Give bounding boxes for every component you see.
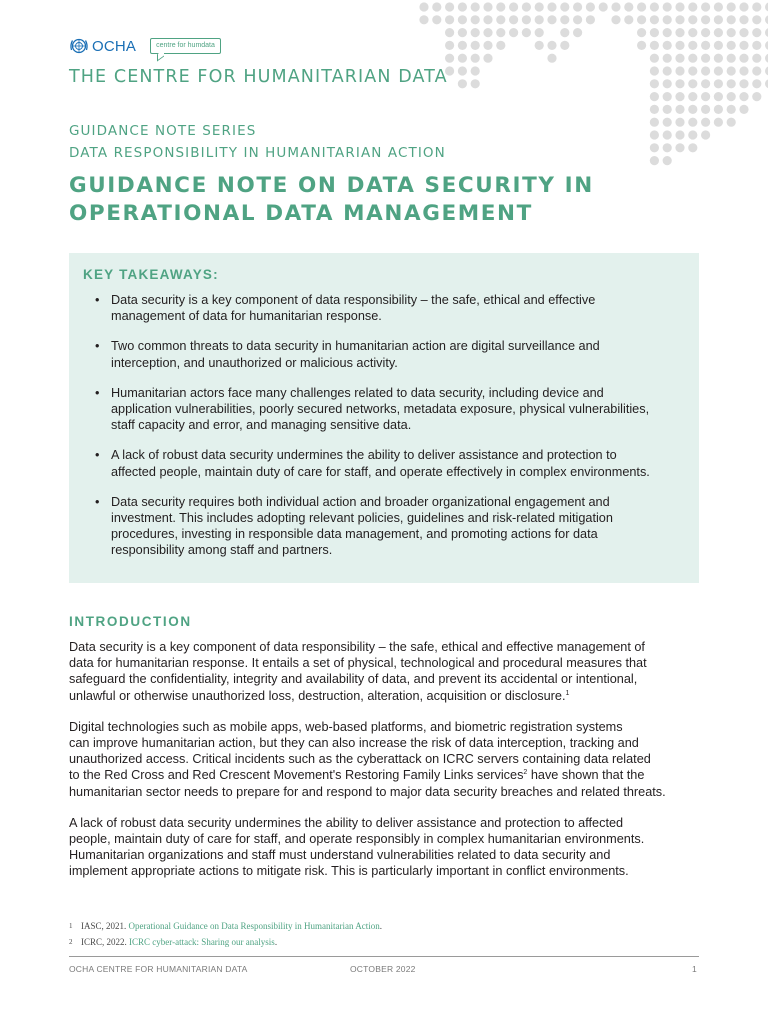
map-dot: [675, 15, 684, 24]
map-dot: [688, 41, 697, 50]
map-dot: [650, 66, 659, 75]
bullet: •: [95, 293, 100, 307]
page-number: 1: [692, 964, 697, 974]
map-dot: [650, 54, 659, 63]
map-dot: [650, 118, 659, 127]
map-dot: [624, 15, 633, 24]
humdata-badge: [150, 38, 221, 54]
takeaway-line: procedures, investing in responsible data management, and promoting actions for data: [111, 527, 598, 542]
map-dot: [586, 2, 595, 11]
map-dot: [675, 28, 684, 37]
series-line-1: GUIDANCE NOTE SERIES: [69, 123, 257, 139]
map-dot: [650, 143, 659, 152]
map-dot: [637, 41, 646, 50]
speech-tail-icon: [157, 50, 164, 62]
map-dot: [471, 41, 480, 50]
map-dot: [727, 15, 736, 24]
text-line: have shown that the: [527, 768, 645, 783]
footer-org: OCHA CENTRE FOR HUMANITARIAN DATA: [69, 964, 248, 974]
map-dot: [663, 2, 672, 11]
map-dot: [714, 41, 723, 50]
map-dot: [419, 2, 428, 11]
bullet: •: [95, 448, 100, 463]
map-dot: [663, 143, 672, 152]
map-dot: [650, 79, 659, 88]
title-line-2: OPERATIONAL DATA MANAGEMENT: [69, 201, 533, 226]
map-dot: [573, 2, 582, 11]
series-line-2: DATA RESPONSIBILITY IN HUMANITARIAN ACTION: [69, 145, 446, 161]
map-dot: [624, 2, 633, 11]
text-line: Digital technologies such as mobile apps, web-based platforms, and biometric registration systems: [69, 719, 623, 734]
map-dot: [727, 41, 736, 50]
map-dot: [675, 105, 684, 114]
map-dot: [752, 41, 761, 50]
map-dot: [560, 41, 569, 50]
map-dot: [688, 79, 697, 88]
map-dot: [701, 28, 710, 37]
map-dot: [611, 2, 620, 11]
map-dot: [547, 41, 556, 50]
map-dot: [458, 54, 467, 63]
map-dot: [509, 15, 518, 24]
map-dot: [650, 15, 659, 24]
map-dot: [701, 41, 710, 50]
map-dot: [547, 54, 556, 63]
takeaway-line: management of data for humanitarian response.: [111, 309, 382, 324]
map-dot: [675, 130, 684, 139]
map-dot: [496, 2, 505, 11]
map-dot: [483, 41, 492, 50]
map-dot: [752, 28, 761, 37]
map-dot: [522, 28, 531, 37]
map-dot: [714, 79, 723, 88]
map-dot: [675, 54, 684, 63]
takeaway-line: Data security requires both individual action and broader organizational engagement and: [111, 494, 610, 509]
map-dot: [727, 92, 736, 101]
map-dot: [471, 2, 480, 11]
series-label: [69, 120, 446, 164]
map-dot: [752, 79, 761, 88]
footnote-suffix: .: [274, 937, 278, 947]
map-dot: [675, 79, 684, 88]
footnote-source: IASC, 2021.: [81, 921, 129, 931]
takeaway-line: A lack of robust data security undermines the ability to deliver assistance and protection to: [111, 448, 617, 463]
map-dot: [650, 2, 659, 11]
map-dot: [727, 118, 736, 127]
map-dot: [483, 15, 492, 24]
map-dot: [663, 28, 672, 37]
map-dot: [471, 54, 480, 63]
footnote-number: 2: [69, 938, 73, 946]
map-dot: [688, 54, 697, 63]
map-dot: [701, 92, 710, 101]
map-dot: [663, 15, 672, 24]
map-dot: [752, 54, 761, 63]
key-takeaways-box: [69, 253, 699, 583]
map-dot: [663, 92, 672, 101]
map-dot: [471, 28, 480, 37]
map-dot: [688, 130, 697, 139]
introduction-heading: INTRODUCTION: [69, 614, 192, 629]
map-dot: [714, 105, 723, 114]
map-dot: [701, 15, 710, 24]
map-dot: [445, 2, 454, 11]
map-dot: [637, 28, 646, 37]
map-dot: [688, 28, 697, 37]
map-dot: [560, 2, 569, 11]
map-dot: [675, 2, 684, 11]
map-dot: [739, 28, 748, 37]
title-line-1: GUIDANCE NOTE ON DATA SECURITY IN: [69, 173, 594, 198]
map-dot: [458, 15, 467, 24]
map-dot: [739, 92, 748, 101]
map-dot: [560, 28, 569, 37]
map-dot: [650, 105, 659, 114]
takeaway-line: responsibility among staff and partners.: [111, 543, 333, 558]
text-line: safeguard the confidentiality, integrity and availability of data, and prevent its accidental or intentional,: [69, 672, 638, 687]
footnote-1: [69, 918, 382, 934]
map-dot: [573, 28, 582, 37]
paragraph-2: [69, 719, 705, 800]
map-dot: [701, 118, 710, 127]
map-dot: [599, 2, 608, 11]
map-dot: [509, 2, 518, 11]
map-dot: [752, 66, 761, 75]
takeaway-line: Humanitarian actors face many challenges related to data security, including device and: [111, 385, 604, 400]
footnote-source: ICRC, 2022.: [81, 937, 130, 947]
map-dot: [727, 2, 736, 11]
map-dot: [688, 92, 697, 101]
map-dot: [496, 15, 505, 24]
map-dot: [727, 54, 736, 63]
text-line: unlawful or otherwise unauthorized loss, destruction, alteration, acquisition or disclosure.: [69, 688, 566, 703]
map-dot: [663, 54, 672, 63]
map-dot: [458, 41, 467, 50]
text-line: people, maintain duty of care for staff, and operate responsibly in complex humanitarian environments.: [69, 832, 645, 847]
map-dot: [688, 2, 697, 11]
map-dot: [675, 66, 684, 75]
text-line: implement appropriate actions to mitigate risk. This is particularly important in conflict environments.: [69, 864, 629, 879]
takeaway-item: [83, 338, 683, 370]
takeaway-line: affected people, maintain duty of care for staff, and operate effectively in complex environments.: [111, 464, 650, 479]
map-dot: [739, 2, 748, 11]
map-dot: [701, 130, 710, 139]
takeaway-line: interception, and unauthorized or malicious activity.: [111, 355, 398, 370]
map-dot: [522, 2, 531, 11]
takeaway-item: [83, 447, 683, 479]
footer-date: OCTOBER 2022: [350, 964, 416, 974]
footnote-ref-2[interactable]: 2: [523, 769, 528, 777]
map-dot: [739, 79, 748, 88]
map-dot: [675, 41, 684, 50]
map-dot: [458, 66, 467, 75]
bullet: •: [95, 494, 100, 509]
map-dot: [650, 156, 659, 165]
map-dot: [458, 28, 467, 37]
map-dot: [688, 105, 697, 114]
map-dot: [483, 28, 492, 37]
bullet: •: [95, 339, 100, 354]
text-line: can improve humanitarian action, but they can also increase the risk of data interception, tracking and: [69, 736, 639, 751]
map-dot: [663, 156, 672, 165]
humdata-badge-label: centre for humdata: [156, 42, 215, 49]
footnote-link[interactable]: Operational Guidance on Data Responsibility in Humanitarian Action: [128, 921, 380, 931]
map-dot: [714, 66, 723, 75]
map-dot: [445, 54, 454, 63]
document-title: [69, 172, 594, 228]
map-dot: [419, 15, 428, 24]
map-dot: [535, 28, 544, 37]
footnote-number: 1: [69, 922, 73, 930]
takeaway-line: application vulnerabilities, poorly secured networks, metadata exposure, physical vulnerabilities,: [111, 402, 650, 417]
text-line: data for humanitarian response. It entails a set of physical, technological and procedural measures that: [69, 656, 647, 671]
map-dot: [483, 2, 492, 11]
map-dot: [547, 15, 556, 24]
text-line: unauthorized access. Critical incidents such as the cyberattack on ICRC servers containing data related: [69, 752, 651, 767]
map-dot: [535, 15, 544, 24]
logo-row: [69, 36, 221, 56]
map-dot: [432, 2, 441, 11]
map-dot: [675, 118, 684, 127]
map-dot: [688, 118, 697, 127]
paragraph-1: [69, 639, 705, 704]
introduction-body: [69, 639, 705, 895]
map-dot: [739, 66, 748, 75]
map-dot: [701, 105, 710, 114]
un-emblem-icon: [69, 36, 89, 56]
map-dot: [637, 2, 646, 11]
map-dot: [688, 15, 697, 24]
map-dot: [547, 2, 556, 11]
map-dot: [483, 54, 492, 63]
map-dot: [688, 66, 697, 75]
takeaway-line: Two common threats to data security in humanitarian action are digital surveillance and: [111, 339, 600, 354]
map-dot: [586, 15, 595, 24]
map-dot: [663, 41, 672, 50]
map-dot: [701, 66, 710, 75]
map-dot: [688, 143, 697, 152]
text-line: humanitarian sector needs to prepare for and respond to major data security breaches and related threats.: [69, 784, 666, 799]
map-dot: [650, 92, 659, 101]
map-dot: [663, 130, 672, 139]
map-dot: [714, 54, 723, 63]
takeaway-line: Data security is a key component of data responsibility – the safe, ethical and effective: [111, 293, 596, 307]
map-dot: [535, 2, 544, 11]
takeaways-list: [83, 292, 683, 559]
takeaway-item: [83, 494, 683, 559]
footnote-2: [69, 934, 382, 950]
map-dot: [739, 15, 748, 24]
map-dot: [727, 105, 736, 114]
map-dot: [458, 79, 467, 88]
map-dot: [535, 41, 544, 50]
map-dot: [675, 92, 684, 101]
footnote-suffix: .: [379, 921, 382, 931]
text-line: Humanitarian organizations and staff must understand vulnerabilities related to data security and: [69, 848, 611, 863]
bullet: •: [95, 385, 100, 400]
map-dot: [663, 66, 672, 75]
paragraph-3: [69, 815, 705, 880]
map-dot: [701, 79, 710, 88]
map-dot: [496, 28, 505, 37]
takeaway-line: staff capacity and error, and managing sensitive data.: [111, 418, 412, 433]
footnote-ref-1[interactable]: 1: [565, 689, 570, 697]
map-dot: [714, 15, 723, 24]
map-dot: [714, 92, 723, 101]
map-dot: [675, 143, 684, 152]
map-dot: [727, 28, 736, 37]
text-line: Data security is a key component of data responsibility – the safe, ethical and effective management of: [69, 640, 645, 654]
map-dot: [611, 15, 620, 24]
map-dot: [752, 15, 761, 24]
map-dot: [650, 28, 659, 37]
map-dot: [650, 41, 659, 50]
map-dot: [701, 2, 710, 11]
map-dot: [739, 41, 748, 50]
footnote-link[interactable]: ICRC cyber-attack: Sharing our analysis: [129, 937, 275, 947]
map-dot: [663, 118, 672, 127]
map-dot: [663, 105, 672, 114]
map-dot: [432, 15, 441, 24]
text-line: A lack of robust data security undermines the ability to deliver assistance and protection to affected: [69, 815, 624, 830]
footer-divider: [69, 956, 699, 957]
map-dot: [701, 54, 710, 63]
map-dot: [663, 79, 672, 88]
map-dot: [637, 15, 646, 24]
map-dot: [445, 15, 454, 24]
map-dot: [445, 41, 454, 50]
map-dot: [560, 15, 569, 24]
takeaway-item: [83, 385, 683, 434]
map-dot: [509, 28, 518, 37]
map-dot: [471, 79, 480, 88]
map-dot: [714, 2, 723, 11]
map-dot: [650, 130, 659, 139]
map-dot: [752, 92, 761, 101]
map-dot: [714, 118, 723, 127]
map-dot: [727, 79, 736, 88]
map-dot: [752, 2, 761, 11]
map-dot: [573, 15, 582, 24]
map-dot: [458, 2, 467, 11]
map-dot: [445, 28, 454, 37]
map-dot: [714, 28, 723, 37]
map-dot: [739, 105, 748, 114]
takeaway-item: [83, 292, 683, 324]
map-dot: [739, 54, 748, 63]
text-line: to the Red Cross and Red Crescent Movement's Restoring Family Links services: [69, 768, 524, 783]
takeaway-line: investment. This includes adopting relevant policies, guidelines and risk-related mitigation: [111, 511, 613, 526]
map-dot: [471, 15, 480, 24]
footnotes: [69, 918, 382, 950]
map-dot: [727, 66, 736, 75]
map-dot: [471, 66, 480, 75]
ocha-wordmark: OCHA: [92, 37, 137, 55]
map-dot: [522, 15, 531, 24]
centre-title: THE CENTRE FOR HUMANITARIAN DATA: [69, 67, 448, 87]
map-dot: [496, 41, 505, 50]
key-takeaways-heading: KEY TAKEAWAYS:: [83, 267, 219, 282]
